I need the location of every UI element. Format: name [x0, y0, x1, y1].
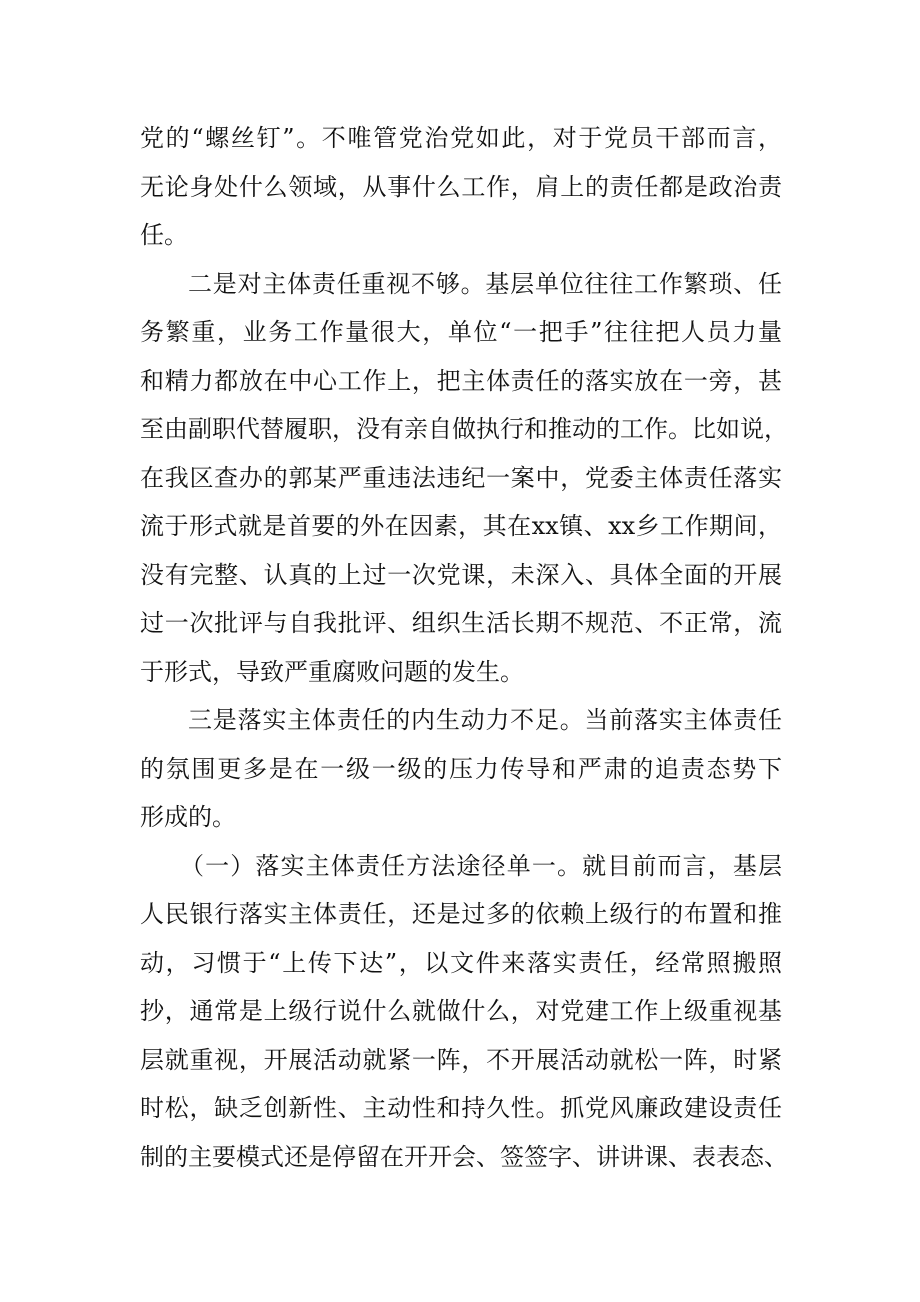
text-line: 在我区查办的郭某严重违法违纪一案中，党委主体责任落实	[140, 463, 782, 492]
text-line: 于形式，导致严重腐败问题的发生。	[140, 657, 524, 686]
text-line: 时松，缺乏创新性、主动性和持久性。抓党风廉政建设责任	[140, 1094, 782, 1122]
text-line: 务繁重，业务工作量很大，单位“一把手”往往把人员力量	[140, 318, 782, 346]
text-line: 的氛围更多是在一级一级的压力传导和严肃的追责态势下	[140, 754, 782, 783]
paragraph-3	[140, 696, 782, 842]
text-line: 人民银行落实主体责任，还是过多的依赖上级行的布置和推	[140, 900, 782, 928]
document-body	[140, 114, 788, 1181]
text-line: 任。	[140, 221, 188, 249]
text-line: 党的“螺丝钉”。不唯管党治党如此，对于党员干部而言，	[140, 124, 782, 152]
text-line: 无论身处什么领域，从事什么工作，肩上的责任都是政治责	[140, 172, 782, 201]
text-line: 至由副职代替履职，没有亲自做执行和推动的工作。比如说，	[140, 415, 788, 443]
text-line: 过一次批评与自我批评、组织生活长期不规范、不正常，流	[140, 609, 782, 637]
text-line: 三是落实主体责任的内生动力不足。当前落实主体责任	[188, 706, 782, 734]
paragraph-4	[140, 842, 788, 1182]
text-line: 形成的。	[140, 803, 236, 831]
text-line: 抄，通常是上级行说什么就做什么，对党建工作上级重视基	[140, 997, 782, 1025]
text-line: 二是对主体责任重视不够。基层单位往往工作繁琐、任	[188, 269, 782, 298]
text-line: （一）落实主体责任方法途径单一。就目前而言，基层	[180, 851, 782, 880]
text-line: 没有完整、认真的上过一次党课，未深入、具体全面的开展	[140, 560, 782, 589]
text-line: 流于形式就是首要的外在因素，其在xx镇、xx乡工作期间，	[140, 512, 782, 540]
paragraph-1	[140, 114, 782, 260]
text-line: 动，习惯于“上传下达”，以文件来落实责任，经常照搬照	[140, 948, 782, 977]
text-line: 和精力都放在中心工作上，把主体责任的落实放在一旁，甚	[140, 366, 782, 395]
paragraph-2	[140, 260, 788, 697]
text-line: 制的主要模式还是停留在开开会、签签字、讲讲课、表表态、	[140, 1142, 788, 1171]
text-line: 层就重视，开展活动就紧一阵，不开展活动就松一阵，时紧	[140, 1045, 782, 1074]
